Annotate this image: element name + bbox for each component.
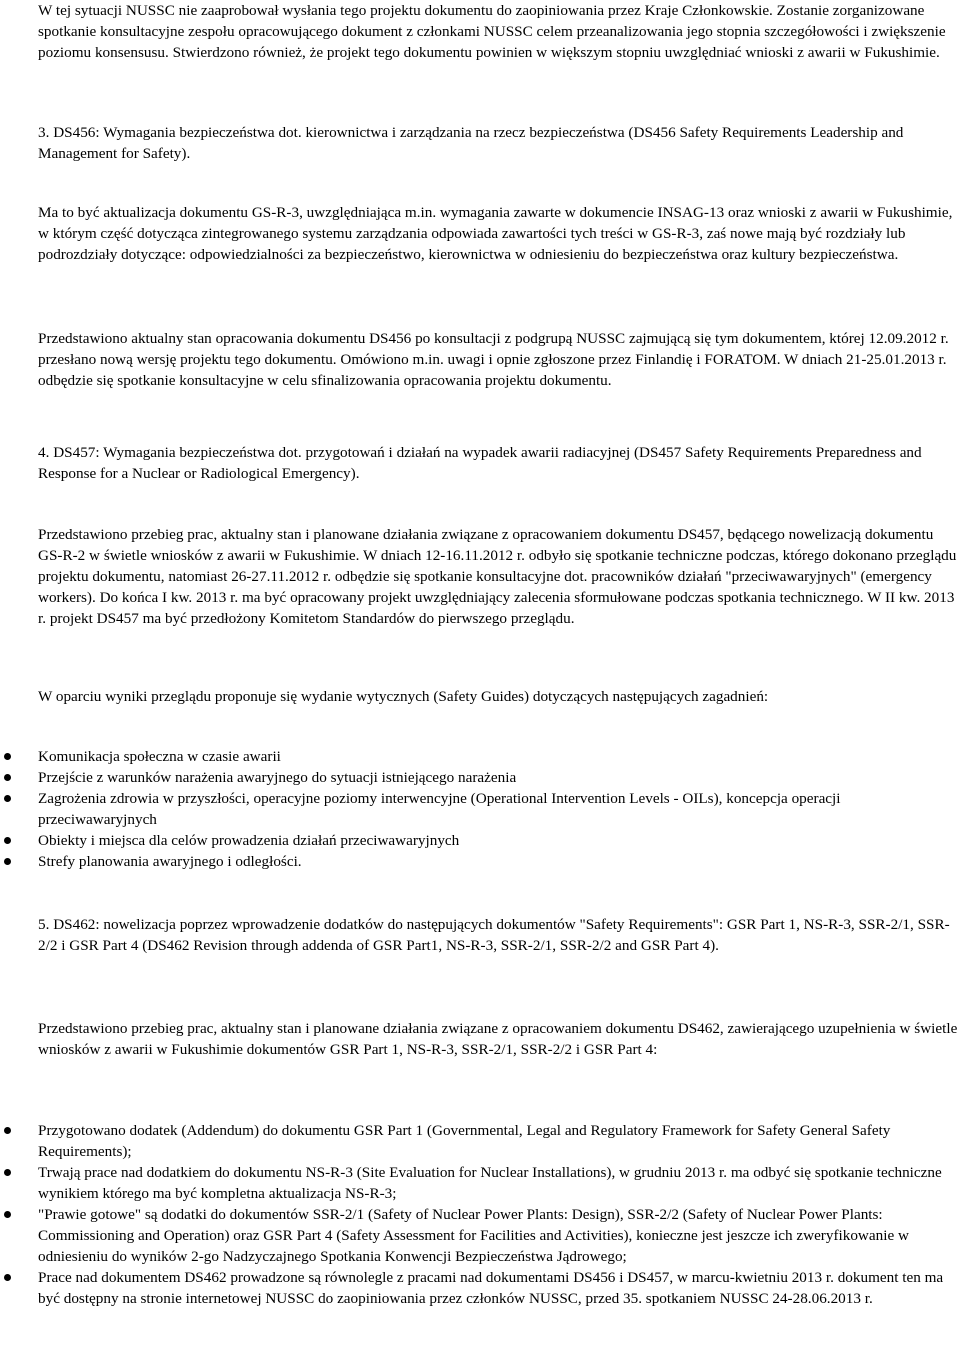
section-5-paragraph-1: Przedstawiono przebieg prac, aktualny stan i planowane działania związane z opracowaniem dokumentu DS462, zawierającego uzupełnienia w świetle wniosków z awarii w Fukushimie dokumentów GSR Part 1, NS-R-3, SSR-2/1, SSR-2/2 i GSR Part 4: (38, 1020, 958, 1058)
list-item: Trwają prace nad dodatkiem do dokumentu NS-R-3 (Site Evaluation for Nuclear Installations), w grudniu 2013 r. ma odbyć się spotkanie techniczne wynikiem którego ma być kompletna aktualizacja NS-R-3; (0, 1162, 958, 1204)
list-item: Przejście z warunków narażenia awaryjnego do sytuacji istniejącego narażenia (0, 767, 958, 788)
list-item: Strefy planowania awaryjnego i odległości. (0, 851, 958, 872)
section-4-heading: 4. DS457: Wymagania bezpieczeństwa dot. przygotowań i działań na wypadek awarii radiacyjnej (DS457 Safety Requirements Preparedness and Response for a Nuclear or Radiological Emergency). (38, 444, 922, 482)
section-5-document-list (0, 1120, 958, 1309)
section-3-paragraph-2: Przedstawiono aktualny stan opracowania dokumentu DS456 po konsultacji z podgrupą NUSSC zajmującą się tym dokumentem, której 12.09.2012 r. przesłano nową wersję projektu tego dokumentu. Omówiono m.in. uwagi i opnie zgłoszone przez Finlandię i FORATOM. W dniach 21-25.01.2013 r. odbędzie się spotkanie konsultacyjne w celu sfinalizowania opracowania projektu dokumentu. (38, 330, 949, 389)
list-item: "Prawie gotowe" są dodatki do dokumentów SSR-2/1 (Safety of Nuclear Power Plants: Design), SSR-2/2 (Safety of Nuclear Power Plants: Commissioning and Operation) oraz GSR Part 4 (Safety Assessment for Facilities and Activities), konieczne jest jeszcze ich zweryfikowanie w odniesieniu do wyników 2-go Nadzyczajnego Spotkania Konwencji Bezpieczeństwa Jądrowego; (0, 1204, 958, 1267)
list-item: Zagrożenia zdrowia w przyszłości, operacyjne poziomy interwencyjne (Operational Intervention Levels - OILs), koncepcja operacji przeciwawaryjnych (0, 788, 958, 830)
list-item: Obiekty i miejsca dla celów prowadzenia działań przeciwawaryjnych (0, 830, 958, 851)
list-item: Przygotowano dodatek (Addendum) do dokumentu GSR Part 1 (Governmental, Legal and Regulatory Framework for Safety General Safety Requirements); (0, 1120, 958, 1162)
section-4-paragraph-1: Przedstawiono przebieg prac, aktualny stan i planowane działania związane z opracowaniem dokumentu DS457, będącego nowelizacją dokumentu GS-R-2 w świetle wniosków z awarii w Fukushimie. W dniach 12-16.11.2012 r. odbyło się spotkanie techniczne podczas, którego dokonano przeglądu projektu dokumentu, natomiast 26-27.11.2012 r. odbędzie się spotkanie konsultacyjne dot. pracowników działań "przeciwawaryjnych" (emergency workers). Do końca I kw. 2013 r. ma być opracowany projekt uwzględniający zalecenia sformułowane podczas spotkania technicznego. W II kw. 2013 r. projekt DS457 ma być przedłożony Komitetom Standardów do pierwszego przeglądu. (38, 526, 957, 627)
section-3-paragraph-1: Ma to być aktualizacja dokumentu GS-R-3, uwzględniająca m.in. wymagania zawarte w dokumencie INSAG-13 oraz wnioski z awarii w Fukushimie, w którym część dotycząca zintegrowanego systemu zarządzania odpowiada zawartości tych treści w GS-R-3, zaś nowe mają być rozdziały lub podrozdziały dotyczące: odpowiedzialności za bezpieczeństwo, kierownictwa w odniesieniu do bezpieczeństwa oraz kultury bezpieczeństwa. (38, 204, 953, 263)
list-item: Komunikacja społeczna w czasie awarii (0, 746, 958, 767)
section-4-topic-list (0, 746, 958, 872)
intro-paragraph: W tej sytuacji NUSSC nie zaaprobował wysłania tego projektu dokumentu do zaopiniowania przez Kraje Członkowskie. Zostanie zorganizowane spotkanie konsultacyjne zespołu opracowującego dokument z członkami NUSSC celem przeanalizowania jego stopnia szczegółowości i zwiększenie poziomu konsensusu. Stwierdzono również, że projekt tego dokumentu powinien w większym stopniu uwzględniać wnioski z awarii w Fukushimie. (38, 2, 946, 61)
section-4-paragraph-2: W oparciu wyniki przeglądu proponuje się wydanie wytycznych (Safety Guides) dotyczących następujących zagadnień: (38, 688, 769, 705)
section-3-heading: 3. DS456: Wymagania bezpieczeństwa dot. kierownictwa i zarządzania na rzecz bezpieczeństwa (DS456 Safety Requirements Leadership and Management for Safety). (38, 124, 904, 162)
list-item: Prace nad dokumentem DS462 prowadzone są równolegle z pracami nad dokumentami DS456 i DS457, w marcu-kwietniu 2013 r. dokument ten ma być dostępny na stronie internetowej NUSSC do zaopiniowania przez członków NUSSC, przed 35. spotkaniem NUSSC 24-28.06.2013 r. (0, 1267, 958, 1309)
section-5-heading: 5. DS462: nowelizacja poprzez wprowadzenie dodatków do następujących dokumentów "Safety Requirements": GSR Part 1, NS-R-3, SSR-2/1, SSR-2/2 i GSR Part 4 (DS462 Revision through addenda of GSR Part1, NS-R-3, SSR-2/1, SSR-2/2 and GSR Part 4). (38, 916, 950, 954)
